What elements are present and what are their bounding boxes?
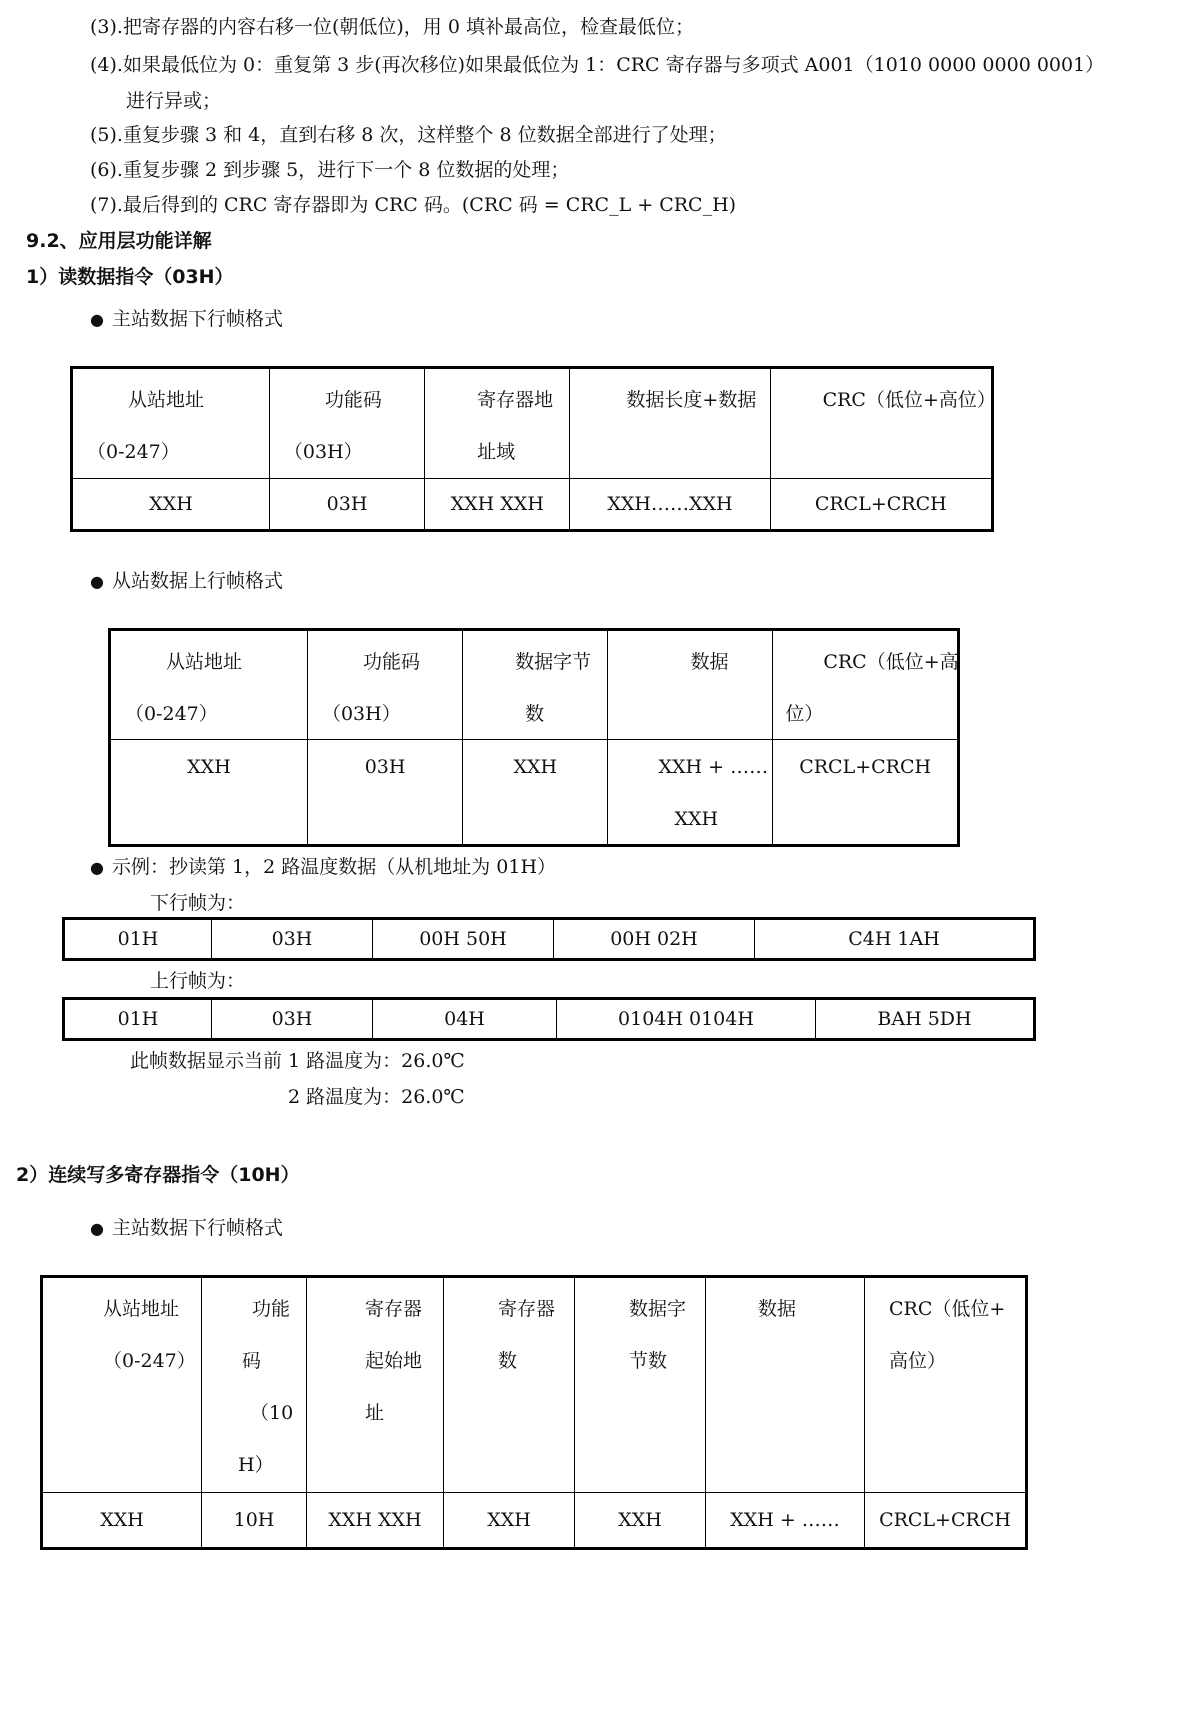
header-slave-address-range: （0-247） xyxy=(125,703,218,725)
header-function-code: 功能码 xyxy=(362,651,420,673)
header-crc-cont: 位） xyxy=(785,703,824,725)
header-function-code: 功能 xyxy=(252,1298,291,1320)
result-line-1: 此帧数据显示当前 1 路温度为：26.0℃ xyxy=(130,1050,465,1072)
up-frame xyxy=(62,997,1036,1041)
cell-register-address: XXH XXH xyxy=(425,478,570,530)
up-frame-function: 03H xyxy=(212,999,373,1040)
cell-slave-address: XXH xyxy=(110,740,308,846)
header-slave-address: 从站地址 xyxy=(166,651,243,673)
read-down-label: ● 主站数据下行帧格式 xyxy=(90,304,283,331)
cell-function-code: 10H xyxy=(202,1493,307,1549)
up-frame-byte-count: 04H xyxy=(373,999,557,1040)
write-down-label: ● 主站数据下行帧格式 xyxy=(90,1213,283,1240)
down-frame xyxy=(62,917,1036,961)
header-function-code-value-cont: H） xyxy=(238,1454,274,1476)
cell-crc: CRCL+CRCH xyxy=(865,1493,1027,1549)
section-title: 9.2、应用层功能详解 xyxy=(26,230,212,252)
cell-start-address: XXH XXH xyxy=(307,1493,444,1549)
header-data: 数据 xyxy=(690,651,729,673)
crc-step-6: (6).重复步骤 2 到步骤 5，进行下一个 8 位数据的处理； xyxy=(90,159,570,181)
header-data-byte-count: 数据字节 xyxy=(515,651,592,673)
down-frame-function: 03H xyxy=(212,919,373,960)
header-slave-address: 从站地址 xyxy=(103,1298,180,1320)
header-function-code-value: （10 xyxy=(250,1402,294,1424)
cell-data: XXH……XXH xyxy=(570,478,770,530)
header-crc: CRC（低位+高位） xyxy=(822,389,996,411)
header-start-address-cont2: 址 xyxy=(365,1402,385,1424)
cell-slave-address: XXH xyxy=(42,1493,202,1549)
cell-data-byte-count: XXH xyxy=(463,740,608,846)
cell-function-code: 03H xyxy=(269,478,424,530)
result-line-2: 2 路温度为：26.0℃ xyxy=(288,1086,465,1108)
up-frame-label: 上行帧为： xyxy=(150,970,246,992)
up-frame-crc: BAH 5DH xyxy=(816,999,1035,1040)
cell-crc: CRCL+CRCH xyxy=(773,740,959,846)
down-frame-label: 下行帧为： xyxy=(150,892,246,914)
header-crc: CRC（低位+高 xyxy=(823,651,959,673)
cell-register-count: XXH xyxy=(444,1493,575,1549)
write-down-table xyxy=(40,1275,1028,1550)
header-register-address: 寄存器地 xyxy=(477,389,554,411)
header-start-address-cont: 起始地 xyxy=(365,1350,423,1372)
down-frame-register: 00H 50H xyxy=(373,919,554,960)
cell-crc: CRCL+CRCH xyxy=(770,478,992,530)
header-data-byte-count-cont: 节数 xyxy=(629,1350,668,1372)
cell-data: XXH + …… xyxy=(706,1493,865,1549)
header-slave-address-range: （0-247） xyxy=(103,1350,196,1372)
header-data-byte-count: 数据字 xyxy=(629,1298,687,1320)
write-cmd-title: 2）连续写多寄存器指令（10H） xyxy=(16,1164,300,1186)
down-frame-address: 01H xyxy=(64,919,212,960)
header-slave-address-range: （0-247） xyxy=(87,441,180,463)
crc-step-4-cont: 进行异或； xyxy=(126,90,222,112)
crc-step-7: (7).最后得到的 CRC 寄存器即为 CRC 码。(CRC 码 = CRC_L + CRC_H) xyxy=(90,194,737,216)
header-function-code-cont: 码 xyxy=(242,1350,262,1372)
crc-step-5: (5).重复步骤 3 和 4，直到右移 8 次，这样整个 8 位数据全部进行了处理； xyxy=(90,124,727,146)
header-data-length: 数据长度+数据 xyxy=(626,389,757,411)
header-data-byte-count-cont: 数 xyxy=(525,703,545,725)
cell-function-code: 03H xyxy=(307,740,462,846)
header-slave-address: 从站地址 xyxy=(128,389,205,411)
down-frame-count: 00H 02H xyxy=(554,919,755,960)
crc-step-4: (4).如果最低位为 0：重复第 3 步(再次移位)如果最低位为 1：CRC 寄存器与多项式 A001（1010 0000 0000 0001） xyxy=(90,54,1105,76)
header-register-count: 寄存器 xyxy=(498,1298,556,1320)
header-register-address-cont: 址域 xyxy=(477,441,516,463)
header-crc-cont: 高位） xyxy=(889,1350,947,1372)
header-function-code-value: （03H） xyxy=(321,703,401,725)
header-function-code-value: （03H） xyxy=(283,441,363,463)
read-down-table xyxy=(70,366,994,532)
cell-data: XXH + …… xyxy=(658,756,769,778)
up-frame-address: 01H xyxy=(64,999,212,1040)
down-frame-crc: C4H 1AH xyxy=(755,919,1035,960)
example-label: ● 示例：抄读第 1，2 路温度数据（从机地址为 01H） xyxy=(90,852,556,879)
up-frame-data: 0104H 0104H xyxy=(557,999,816,1040)
header-data: 数据 xyxy=(758,1298,797,1320)
header-crc: CRC（低位+ xyxy=(889,1298,1006,1320)
cell-slave-address: XXH xyxy=(72,478,270,530)
cell-data-byte-count: XXH xyxy=(575,1493,706,1549)
cell-data-cont: XXH xyxy=(674,808,719,830)
read-cmd-title: 1）读数据指令（03H） xyxy=(26,266,234,288)
header-register-count-cont: 数 xyxy=(498,1350,518,1372)
crc-step-3: (3).把寄存器的内容右移一位(朝低位)，用 0 填补最高位，检查最低位； xyxy=(90,16,694,38)
read-up-label: ● 从站数据上行帧格式 xyxy=(90,566,283,593)
header-start-address: 寄存器 xyxy=(365,1298,423,1320)
header-function-code: 功能码 xyxy=(324,389,382,411)
read-up-table xyxy=(108,628,960,847)
